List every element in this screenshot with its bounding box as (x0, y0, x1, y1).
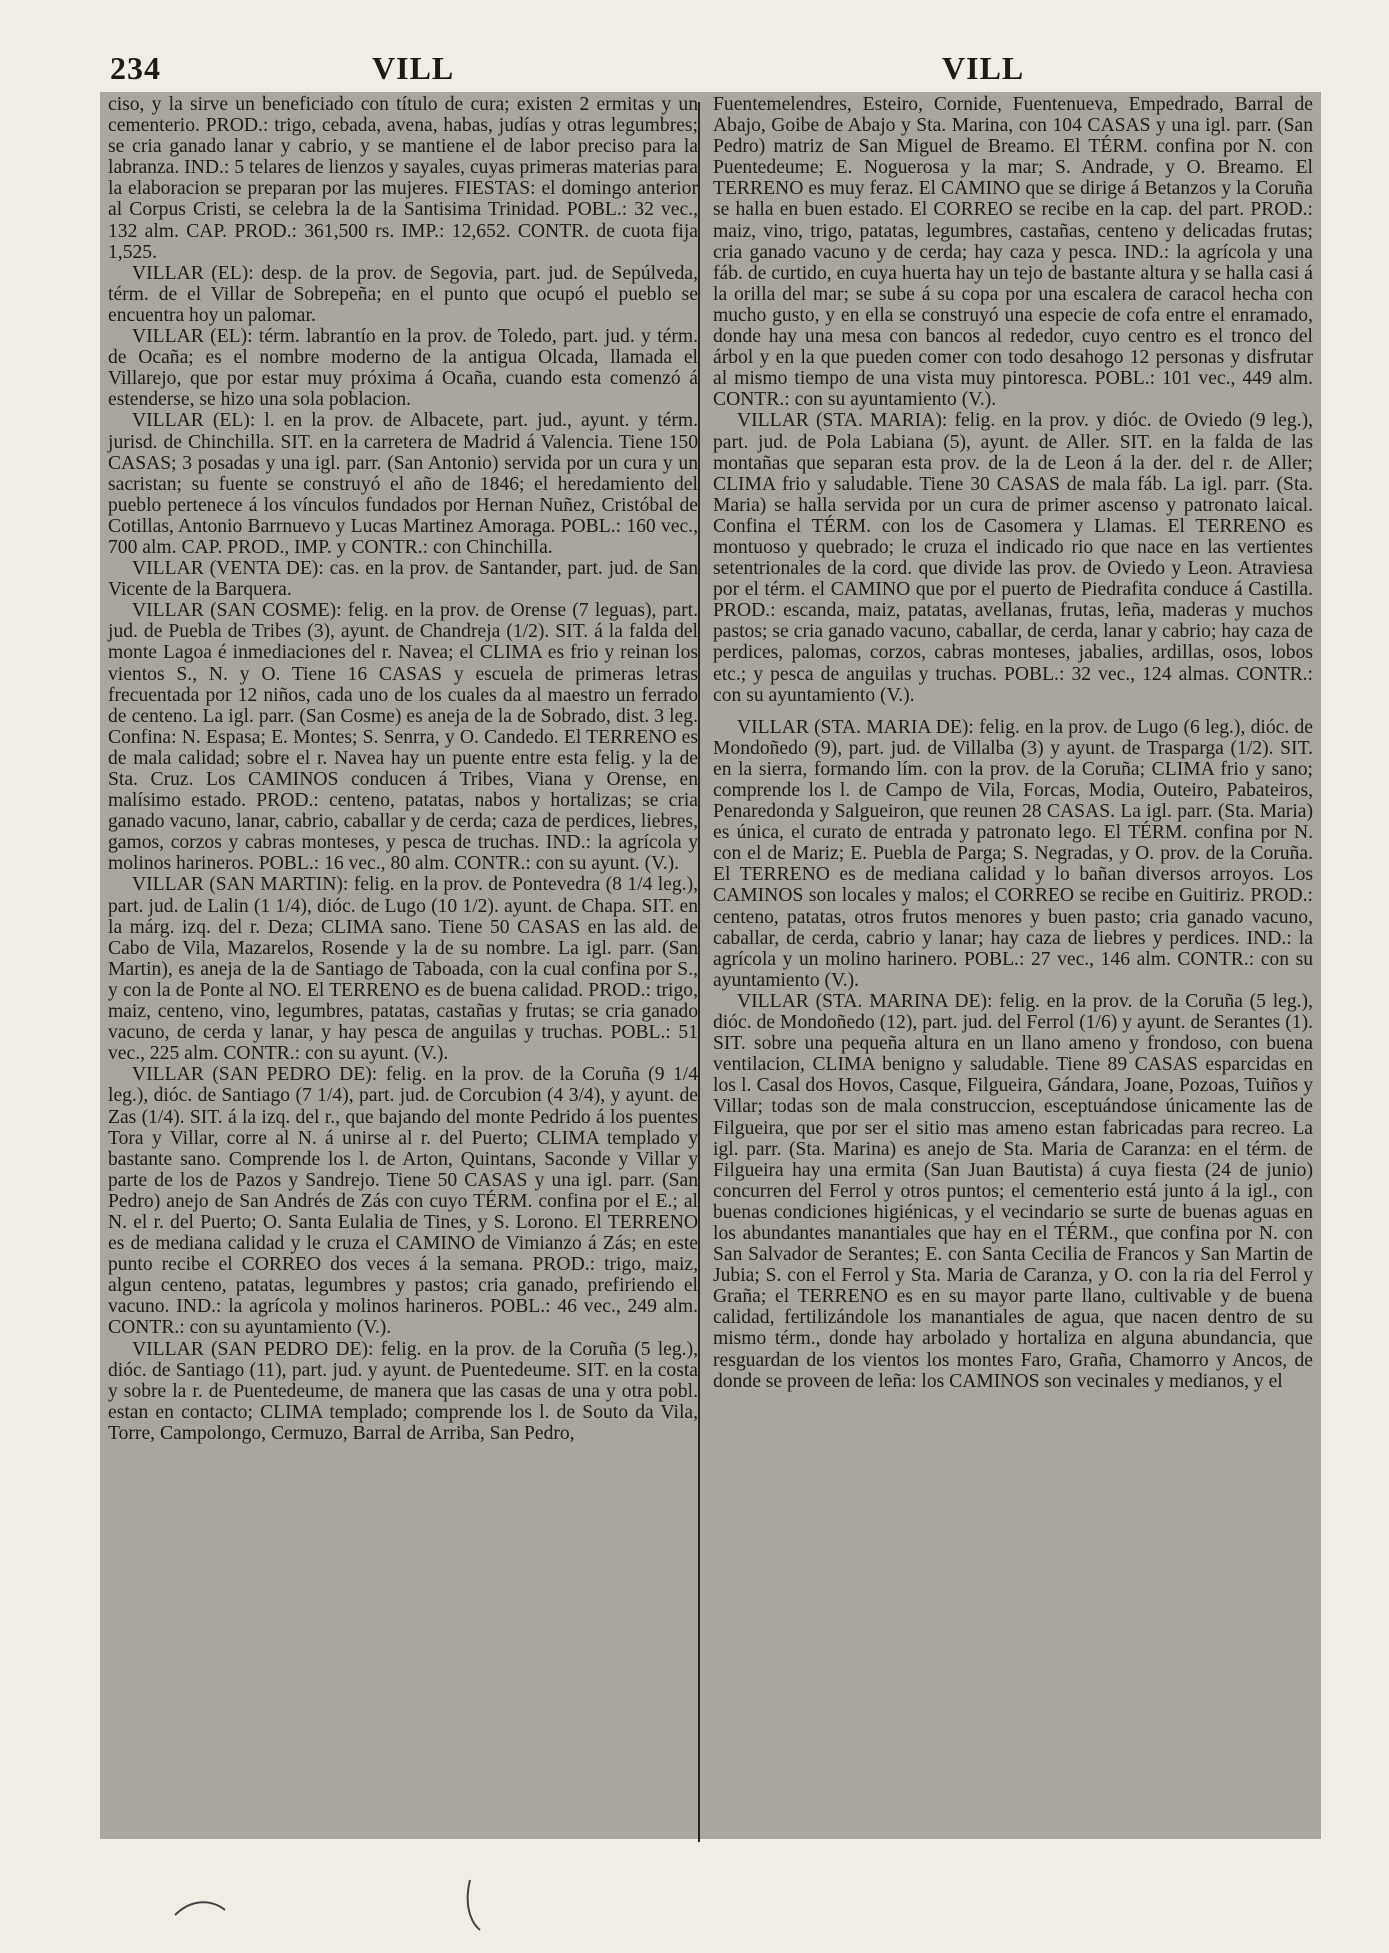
entry-villar-sta-marina-de: VILLAR (STA. MARINA DE): felig. en la prov. de la Coruña (5 leg.), dióc. de Mondoñedo (12), part. jud. del Ferrol (1/6) y ayunt. de Serantes (1). SIT. sobre una pequeña altura en un llano ameno y frondoso, con buena ventilacion, CLIMA benigno y saludable. Tiene 89 CASAS esparcidas en los l. Casal dos Hovos, Casque, Filgueira, Gándara, Joane, Pozoas, Tuiños y Villar; todas son de mala construccion, esceptuándose únicamente las de Filgueira, que por ser el sitio mas ameno estan fabricadas para recreo. La igl. parr. (Sta. Marina) es anejo de Sta. Maria de Caranza: en el térm. de Filgueira hay una ermita (San Juan Bautista) á cuya fiesta (24 de junio) concurren del Ferrol y otros puntos; el cementerio está junto á la igl., con buenas condiciones higiénicas, y el vecindario se surte de buenas aguas en los abundantes manantiales que hay en el TÉRM., que confina por N. con San Salvador de Serantes; E. con Santa Cecilia de Francos y San Martin de Jubia; S. con el Ferrol y Sta. Maria de Caranza, y O. con la ria del Ferrol y Graña; el TERRENO es en su mayor parte llano, cultivable y de buena calidad, fertilizándole los manantiales de agua, que nacen dentro de su mismo térm., donde hay arbolado y hortaliza en alguna abundancia, que resguardan de los vientos los montes Faro, Graña, Chamorro y Ancos, de donde se proveen de leña: los CAMINOS son vecinales y medianos, y el (713, 990, 1313, 1392)
page-number: 234 (110, 50, 161, 86)
entry-villar-venta-de: VILLAR (VENTA DE): cas. en la prov. de Santander, part. jud. de San Vicente de la Barquera. (108, 558, 698, 601)
entry-villar-san-pedro-de-zas: VILLAR (SAN PEDRO DE): felig. en la prov. de la Coruña (9 1/4 leg.), dióc. de Santiago (7 1/4), part. jud. de Corcubion (4 3/4), y ayunt. de Zas (1/4). SIT. á la izq. del r., que bajando del monte Pedrido á los puentes Tora y Villar, corre al N. á unirse al r. del Puerto; CLIMA templado y bastante sano. Comprende los l. de Arton, Quintans, Saconde y Villar y parte de los de Pazos y Sandrejo. Tiene 50 CASAS y una igl. parr. (San Pedro) anejo de San Andrés de Zás con cuyo TÉRM. confina por el E.; al N. el r. del Puerto; O. Santa Eulalia de Tines, y S. Lorono. El TERRENO es de mediana calidad y le cruza el CAMINO de Vimianzo á Zás; en este punto recibe el CORREO dos veces á la semana. PROD.: trigo, maiz, algun centeno, patatas, legumbres y pastos; cria ganado, prefiriendo el vacuno. IND.: la agrícola y molinos harineros. POBL.: 46 vec., 249 alm. CONTR.: con su ayuntamiento (V.). (108, 1064, 698, 1339)
entry-villar-sta-maria-de-lugo: VILLAR (STA. MARIA DE): felig. en la prov. de Lugo (6 leg.), dióc. de Mondoñedo (9), part. jud. de Villalba (3) y ayunt. de Trasparga (1/2). SIT. en la sierra, formando lím. con la prov. de la Coruña; CLIMA frio y sano; comprende los l. de Campo de Vila, Forcas, Modia, Outeiro, Pabateiros, Penaredonda y Salgueiron, que reunen 28 CASAS. La igl. parr. (Sta. Maria) es única, el curato de entrada y patronato lego. El TÉRM. confina por N. con el de Mariz; E. Puebla de Parga; S. Negradas, y O. prov. de la Coruña. El TERRENO es de mediana calidad y lo bañan diversos arroyos. Los CAMINOS son locales y malos; el CORREO se recibe en Guitiriz. PROD.: centeno, patatas, otros frutos menores y buen pasto; cria ganado vacuno, caballar, de cerda, cabrio y lanar; hay caza de liebres y perdices. IND.: la agrícola y un molino harinero. POBL.: 27 vec., 146 alm. CONTR.: con su ayuntamiento (V.). (713, 716, 1313, 991)
entry-villar-el-segovia: VILLAR (EL): desp. de la prov. de Segovia, part. jud. de Sepúlveda, térm. de el Villar de Sobrepeña; en el punto que ocupó el pueblo se encuentra hoy un palomar. (108, 262, 698, 326)
right-running-head: VILL (942, 50, 1025, 86)
entry-villar-el-toledo: VILLAR (EL): térm. labrantío en la prov. de Toledo, part. jud. y térm. de Ocaña; es el nombre moderno de la antigua Olcada, llamada el Villarejo, que por estar muy próxima á Ocaña, cuando esta comenzó á estenderse, se hizo una sola poblacion. (108, 326, 698, 411)
page-header (102, 50, 1292, 94)
entry-villar-sta-maria-oviedo: VILLAR (STA. MARIA): felig. en la prov. y dióc. de Oviedo (9 leg.), part. jud. de Pola Labiana (5), ayunt. de Aller. SIT. en la falda de las montañas que separan esta prov. de la de Leon á la der. del r. de Aller; CLIMA frio y saludable. Tiene 30 CASAS de mala fáb. La igl. parr. (Sta. Maria) se halla servida por un cura de primer ascenso y patronato laical. Confina el TÉRM. con los de Casomera y Llamas. El TERRENO es montuoso y quebrado; le cruza el indicado rio que nace en las vertientes setentrionales de la cord. que divide las prov. de Oviedo y Leon. Atraviesa por el térm. el CAMINO que por el puerto de Piedrafita conduce á Castilla. PROD.: escanda, maiz, patatas, avellanas, frutas, leña, maderas y muchos pastos; se cria ganado vacuno, caballar, de cerda, lanar y cabrio; hay caza de perdices, palomas, corzos, cabras monteses, jabalies, ardillas, osos, lobos etc.; y pesca de anguilas y truchas. POBL.: 32 vec., 124 almas. CONTR.: con su ayuntamiento (V.). (713, 410, 1313, 706)
entry-continuation: ciso, y la sirve un beneficiado con título de cura; existen 2 ermitas y un cementerio. PROD.: trigo, cebada, avena, habas, judías y otras legumbres; se cria ganado lanar y cabrio, y se mantiene el de labor preciso para la labranza. IND.: 5 telares de lienzos y sayales, cuyas primeras materias para la elaboracion se preparan por las mujeres. FIESTAS: el domingo anterior al Corpus Cristi, se celebra la de la Santisima Trinidad. POBL.: 32 vec., 132 alm. CAP. PROD.: 361,500 rs. IMP.: 12,652. CONTR. de cuota fija 1,525. (108, 94, 698, 263)
left-column (100, 92, 706, 1839)
entry-villar-el-albacete: VILLAR (EL): l. en la prov. de Albacete, part. jud., ayunt. y térm. jurisd. de Chinchilla. SIT. en la carretera de Madrid á Valencia. Tiene 150 CASAS; 3 posadas y una igl. parr. (San Antonio) servida por un cura y un sacristan; su fuente se construyó el año de 1846; el heredamiento del pueblo pertenece á los vínculos fundados por Hernan Nuñez, Cristóbal de Cotillas, Antonio Barrnuevo y Lucas Martinez Amoraga. POBL.: 160 vec., 700 alm. CAP. PROD., IMP. y CONTR.: con Chinchilla. (108, 410, 698, 558)
left-running-head: VILL (372, 50, 455, 86)
entry-villar-san-cosme: VILLAR (SAN COSME): felig. en la prov. de Orense (7 leguas), part. jud. de Puebla de Tribes (3), ayunt. de Chandreja (1/2). SIT. á la falda del monte Lagoa é inmediaciones del r. Navea; el CLIMA es frio y reinan los vientos S., N. y O. Tiene 16 CASAS y escuela de primeras letras frecuentada por 12 niños, cada uno de los cuales da al maestro un ferrado de centeno. La igl. parr. (San Cosme) es aneja de la de Sobrado, dist. 3 leg. Confina: N. Espasa; E. Montes; S. Senrra, y O. Candedo. El TERRENO es de mala calidad; sobre el r. Navea hay un puente entre esta felig. y la de Sta. Cruz. Los CAMINOS conducen á Tribes, Viana y Orense, en malísimo estado. PROD.: centeno, patatas, nabos y hortalizas; se cria ganado vacuno, lanar, cabrio, caballar y de cerda; caza de perdices, liebres, gamos, corzos y cabras monteses, y pesca de truchas. IND.: la agrícola y molinos harineros. POBL.: 16 vec., 80 alm. CONTR.: con su ayunt. (V.). (108, 600, 698, 875)
entry-villar-san-martin: VILLAR (SAN MARTIN): felig. en la prov. de Pontevedra (8 1/4 leg.), part. jud. de Lalin (1 1/4), dióc. de Lugo (10 1/2). ayunt. de Chapa. SIT. en la márg. izq. del r. Deza; CLIMA sano. Tiene 50 CASAS en las ald. de Cabo de Vila, Mazarelos, Rosende y la de su nombre. La igl. parr. (San Martin), es aneja de la de Santiago de Taboada, con la cual confina por S., y con la de Ponte al NO. El TERRENO es de buena calidad. PROD.: trigo, maiz, centeno, vino, legumbres, patatas, castañas y frutas; se cria ganado vacuno, de cerda y lanar, y hay pesca de anguilas y truchas. POBL.: 51 vec., 225 alm. CONTR.: con su ayunt. (V.). (108, 874, 698, 1065)
entry-continuation: Fuentemelendres, Esteiro, Cornide, Fuentenueva, Empedrado, Barral de Abajo, Goibe de Abajo y Sta. Marina, con 104 CASAS y una igl. parr. (San Pedro) matriz de San Miguel de Breamo. El TÉRM. confina por N. con Puentedeume; E. Noguerosa y la mar; S. Andrade, y O. Breamo. El TERRENO es muy feraz. El CAMINO que se dirige á Betanzos y la Coruña se halla en buen estado. El CORREO se recibe en la cap. del part. PROD.: maiz, vino, trigo, patatas, legumbres, castañas, centeno y delicadas frutas; cria ganado vacuno y de cerda; hay caza y pesca. IND.: la agrícola y una fáb. de curtido, en cuya huerta hay un tejo de bastante altura y se halla casi á la orilla del mar; se sube á su copa por una escalera de caracol hecha con mucho gusto, y en ella se construyó una especie de cofa entre el enramado, donde hay una mesa con bancos al rededor, cuyo centro es el tronco del árbol y en la que pueden comer con todo desahogo 12 personas y disfrutar al mismo tiempo de una vista muy pintoresca. POBL.: 101 vec., 449 alm. CONTR.: con su ayuntamiento (V.). (713, 94, 1313, 411)
right-column (705, 92, 1321, 1839)
entry-villar-san-pedro-de-puentedeume: VILLAR (SAN PEDRO DE): felig. en la prov. de la Coruña (5 leg.), dióc. de Santiago (11), part. jud. y ayunt. de Puentedeume. SIT. en la costa y sobre la r. de Puentedeume, de manera que las casas de una y otra pobl. estan en contacto; CLIMA templado; comprende los l. de Souto da Vila, Torre, Campolongo, Cermuzo, Barral de Arriba, San Pedro, (108, 1338, 698, 1444)
column-divider (698, 102, 700, 1842)
pen-scribble-mark (170, 1870, 590, 1940)
